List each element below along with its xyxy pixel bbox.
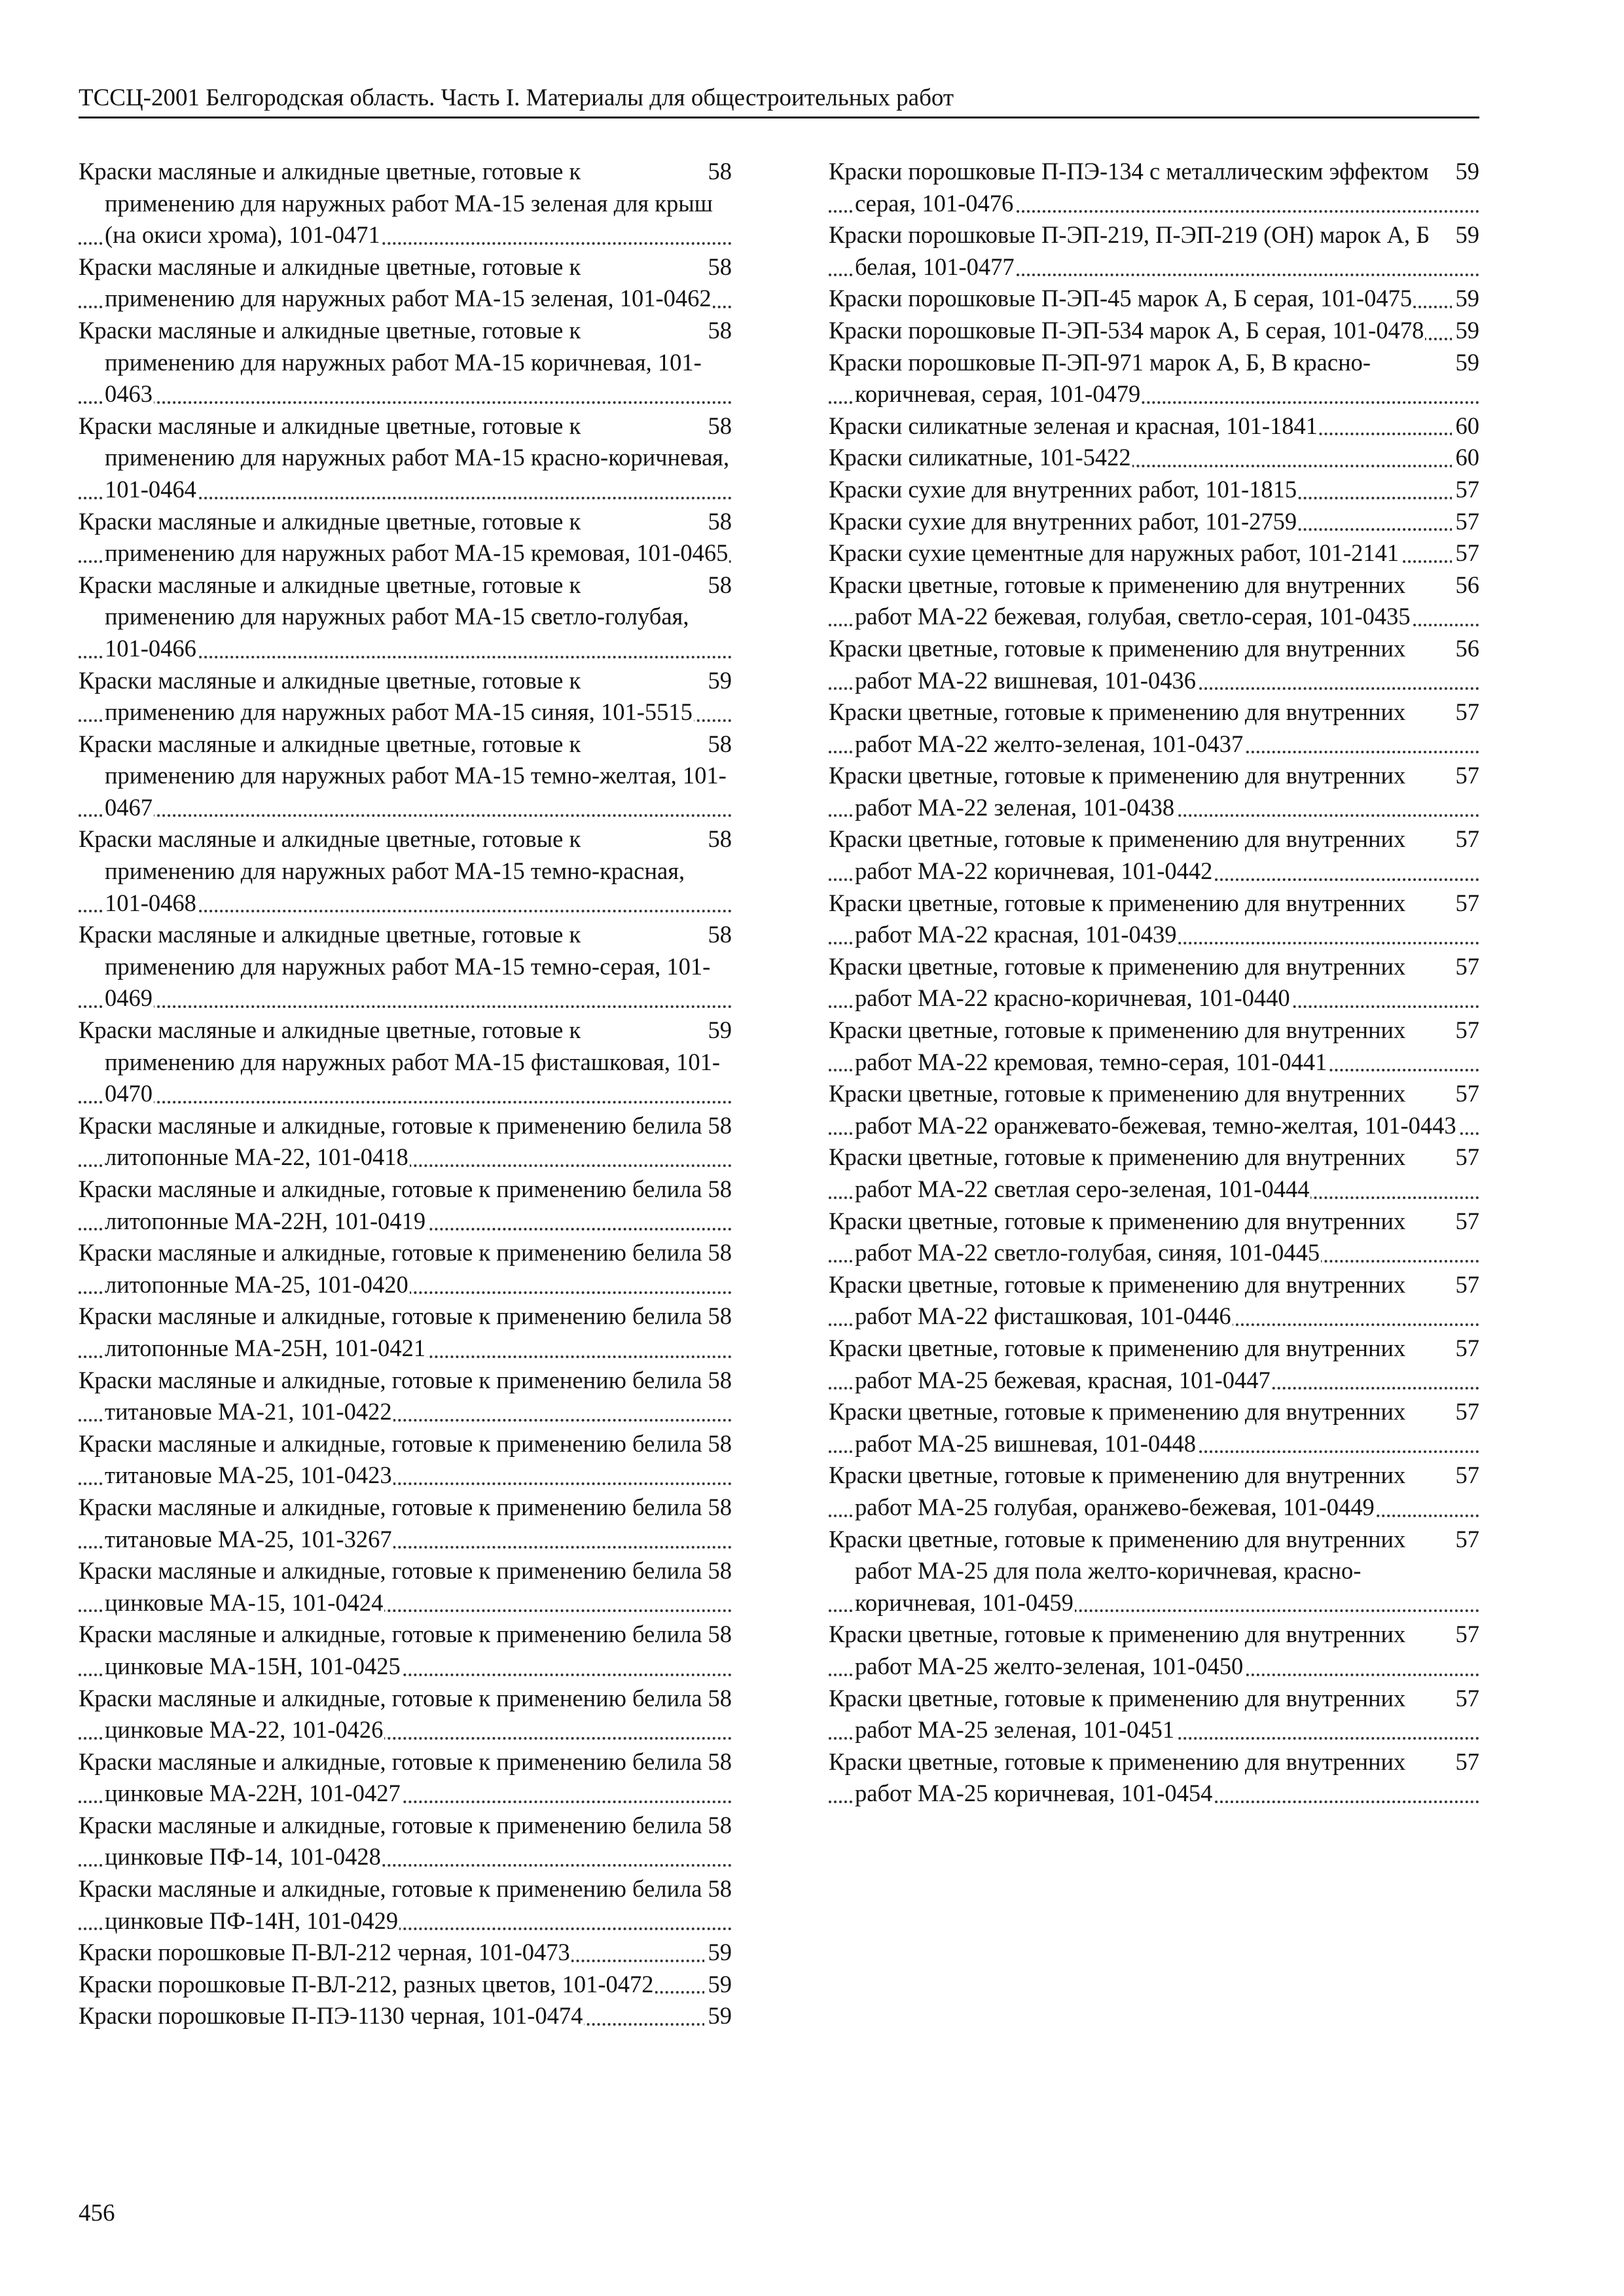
- entry-text: Краски цветные, готовые к применению для внутренних работ МА-22 светлая серо-зеленая, 101-0444: [829, 1143, 1406, 1202]
- entry-page-number: 58: [704, 728, 732, 761]
- index-entry: [829, 315, 1479, 347]
- index-entry: [829, 569, 1479, 633]
- entry-page-number: 56: [1452, 633, 1480, 665]
- entry-text: Краски масляные и алкидные, готовые к применению белила литопонные МА-25, 101-0420: [79, 1239, 702, 1298]
- entry-page-number: 57: [1452, 951, 1480, 983]
- entry-text: Краски цветные, готовые к применению для внутренних работ МА-22 оранжевато-бежевая, темно-желтая, 101-0443: [829, 1080, 1456, 1139]
- dot-leader: [79, 1005, 732, 1008]
- entry-page-number: 58: [704, 823, 732, 855]
- index-column-right: [829, 156, 1479, 1810]
- entry-text: Краски масляные и алкидные, готовые к применению белила литопонные МА-25Н, 101-0421: [79, 1302, 702, 1361]
- entry-text: Краски масляные и алкидные, готовые к применению белила титановые МА-25, 101-3267: [79, 1493, 702, 1552]
- entry-text: Краски масляные и алкидные, готовые к применению белила цинковые МА-15, 101-0424: [79, 1557, 702, 1616]
- entry-text: Краски цветные, готовые к применению для внутренних работ МА-25 бежевая, красная, 101-0447: [829, 1334, 1406, 1393]
- index-entry: [829, 1396, 1479, 1460]
- entry-text: Краски цветные, готовые к применению для внутренних работ МА-22 бежевая, голубая, светло-серая, 101-0435: [829, 571, 1411, 630]
- index-entry: [79, 1300, 732, 1364]
- entry-text: Краски порошковые П-ЭП-219, П-ЭП-219 (ОН) марок А, Б белая, 101-0477: [829, 221, 1430, 280]
- index-entry: [79, 1365, 732, 1428]
- index-entry: [79, 823, 732, 919]
- entry-text: Краски масляные и алкидные цветные, готовые к применению для наружных работ МА-15 темно-желтая, 101-0467: [79, 730, 727, 821]
- entry-page-number: 59: [1452, 219, 1480, 251]
- index-entry: [79, 728, 732, 824]
- index-entry: [829, 156, 1479, 219]
- entry-page-number: 59: [704, 1937, 732, 1969]
- entry-page-number: 58: [704, 1683, 732, 1715]
- index-entry: [829, 506, 1479, 538]
- entry-page-number: 58: [704, 1555, 732, 1587]
- entry-page-number: 58: [704, 1174, 732, 1206]
- entry-text: Краски цветные, готовые к применению для внутренних работ МА-22 красная, 101-0439: [829, 889, 1406, 948]
- entry-text: Краски цветные, готовые к применению для внутренних работ МА-22 зеленая, 101-0438: [829, 762, 1406, 821]
- entry-page-number: 60: [1452, 442, 1480, 474]
- entry-text: Краски масляные и алкидные, готовые к применению белила цинковые ПФ-14, 101-0428: [79, 1811, 702, 1871]
- index-entry: [79, 251, 732, 315]
- entry-text: Краски порошковые П-ВЛ-212 черная, 101-0473: [79, 1939, 570, 1966]
- index-entry: [79, 1937, 732, 1969]
- entry-text: Краски масляные и алкидные цветные, готовые к применению для наружных работ МА-15 светло-голубая, 101-0466: [79, 571, 689, 662]
- entry-page-number: 57: [1452, 760, 1480, 792]
- entry-page-number: 57: [1452, 1524, 1480, 1556]
- index-entry: [829, 823, 1479, 887]
- index-entry: [829, 474, 1479, 506]
- index-entry: [79, 1492, 732, 1555]
- entry-text: Краски сухие цементные для наружных работ, 101-2141: [829, 539, 1399, 567]
- entry-text: Краски масляные и алкидные, готовые к применению белила цинковые МА-15Н, 101-0425: [79, 1621, 702, 1679]
- index-entry: [79, 1555, 732, 1619]
- entry-text: Краски цветные, готовые к применению для внутренних работ МА-22 красно-коричневая, 101-0440: [829, 952, 1406, 1012]
- entry-page-number: 57: [1452, 1014, 1480, 1047]
- index-entry: [79, 1969, 732, 2001]
- entry-text: Краски масляные и алкидные цветные, готовые к применению для наружных работ МА-15 коричневая, 101-0463: [79, 316, 702, 408]
- entry-text: Краски масляные и алкидные цветные, готовые к применению для наружных работ МА-15 зеленая, 101-0462: [79, 253, 712, 312]
- entry-text: Краски масляные и алкидные, готовые к применению белила цинковые МА-22Н, 101-0427: [79, 1748, 702, 1807]
- index-entry: [829, 696, 1479, 760]
- entry-page-number: 57: [1452, 1206, 1480, 1238]
- entry-page-number: 57: [1452, 1078, 1480, 1110]
- dot-leader: [79, 814, 732, 817]
- entry-page-number: 58: [704, 1300, 732, 1333]
- entry-text: Краски порошковые П-ЭП-45 марок А, Б серая, 101-0475: [829, 285, 1413, 312]
- entry-text: Краски масляные и алкидные цветные, готовые к применению для наружных работ МА-15 зеленая для крыш (на окиси хрома), 101-0471: [79, 158, 713, 249]
- entry-page-number: 57: [1452, 1619, 1480, 1651]
- entry-text: Краски масляные и алкидные цветные, готовые к применению для наружных работ МА-15 фисташковая, 101-0470: [79, 1016, 720, 1107]
- entry-text: Краски масляные и алкидные, готовые к применению белила титановые МА-25, 101-0423: [79, 1429, 702, 1489]
- index-entry: [79, 1683, 732, 1746]
- entry-page-number: 57: [1452, 696, 1480, 728]
- index-entry: [829, 1269, 1479, 1333]
- index-entry: [79, 569, 732, 665]
- entry-page-number: 57: [1452, 537, 1480, 569]
- index-entry: [829, 1333, 1479, 1396]
- entry-text: Краски масляные и алкидные, готовые к применению белила цинковые МА-22, 101-0426: [79, 1684, 702, 1744]
- dot-leader: [79, 1101, 732, 1103]
- entry-page-number: 58: [704, 1810, 732, 1842]
- page-number: 456: [79, 2200, 115, 2227]
- index-entry: [79, 1014, 732, 1110]
- entry-page-number: 58: [704, 506, 732, 538]
- entry-page-number: 59: [704, 665, 732, 697]
- header-divider: [79, 117, 1479, 118]
- entry-page-number: 59: [1452, 283, 1480, 315]
- entry-page-number: 59: [1452, 315, 1480, 347]
- entry-page-number: 56: [1452, 569, 1480, 601]
- index-entry: [79, 156, 732, 251]
- entry-page-number: 58: [704, 919, 732, 951]
- entry-text: Краски сухие для внутренних работ, 101-1815: [829, 475, 1297, 503]
- dot-leader: [79, 401, 732, 404]
- entry-text: Краски цветные, готовые к применению для внутренних работ МА-22 коричневая, 101-0442: [829, 825, 1406, 885]
- index-entry: [829, 888, 1479, 951]
- entry-page-number: 57: [1452, 823, 1480, 855]
- entry-page-number: 58: [704, 569, 732, 601]
- index-entry: [79, 1619, 732, 1682]
- index-entry: [79, 315, 732, 410]
- entry-page-number: 58: [704, 1492, 732, 1524]
- entry-text: Краски порошковые П-ЭП-534 марок А, Б серая, 101-0478: [829, 316, 1424, 344]
- entry-text: Краски цветные, готовые к применению для внутренних работ МА-25 для пола желто-коричневая, красно-коричневая, 101-0459: [829, 1525, 1406, 1616]
- index-entry: [79, 1746, 732, 1810]
- entry-text: Краски порошковые П-ВЛ-212, разных цветов, 101-0472: [79, 1970, 654, 1998]
- entry-page-number: 60: [1452, 410, 1480, 442]
- index-entry: [79, 1428, 732, 1492]
- entry-page-number: 59: [704, 2000, 732, 2032]
- entry-text: Краски масляные и алкидные, готовые к применению белила цинковые ПФ-14Н, 101-0429: [79, 1875, 702, 1934]
- entry-text: Краски силикатные зеленая и красная, 101-1841: [829, 412, 1318, 439]
- index-entry: [829, 1206, 1479, 1269]
- index-entry: [79, 1873, 732, 1937]
- index-entry: [829, 1746, 1479, 1810]
- index-entry: [829, 633, 1479, 696]
- entry-text: Краски масляные и алкидные цветные, готовые к применению для наружных работ МА-15 кремовая, 101-0465: [79, 507, 729, 567]
- entry-text: Краски масляные и алкидные, готовые к применению белила литопонные МА-22Н, 101-0419: [79, 1175, 702, 1234]
- entry-page-number: 58: [704, 251, 732, 283]
- entry-text: Краски цветные, готовые к применению для внутренних работ МА-25 голубая, оранжево-бежевая, 101-0449: [829, 1462, 1406, 1520]
- index-entry: [829, 1014, 1479, 1078]
- entry-text: Краски масляные и алкидные, готовые к применению белила литопонные МА-22, 101-0418: [79, 1111, 702, 1171]
- index-entry: [829, 410, 1479, 442]
- entry-page-number: 59: [1452, 156, 1480, 188]
- entry-page-number: 57: [1452, 1269, 1480, 1301]
- entry-text: Краски масляные и алкидные, готовые к применению белила титановые МА-21, 101-0422: [79, 1366, 702, 1426]
- entry-text: Краски порошковые П-ПЭ-134 с металлическим эффектом серая, 101-0476: [829, 158, 1429, 217]
- entry-text: Краски цветные, готовые к применению для внутренних работ МА-22 кремовая, темно-серая, 101-0441: [829, 1016, 1406, 1075]
- entry-page-number: 57: [1452, 1746, 1480, 1778]
- index-entry: [829, 1619, 1479, 1682]
- entry-page-number: 59: [1452, 347, 1480, 379]
- index-entry: [829, 951, 1479, 1014]
- index-entry: [79, 665, 732, 728]
- index-entry: [829, 537, 1479, 569]
- entry-page-number: 57: [1452, 1683, 1480, 1715]
- index-entry: [79, 1810, 732, 1873]
- entry-text: Краски цветные, готовые к применению для внутренних работ МА-25 желто-зеленая, 101-0450: [829, 1621, 1406, 1679]
- entry-page-number: 58: [704, 1873, 732, 1905]
- index-entry: [829, 1141, 1479, 1205]
- entry-text: Краски цветные, готовые к применению для внутренних работ МА-25 коричневая, 101-0454: [829, 1748, 1406, 1807]
- index-column-left: [79, 156, 732, 2032]
- index-entry: [79, 1237, 732, 1300]
- entry-page-number: 57: [1452, 1396, 1480, 1428]
- entry-page-number: 57: [1452, 1460, 1480, 1492]
- index-entry: [829, 1524, 1479, 1619]
- entry-page-number: 58: [704, 410, 732, 442]
- entry-page-number: 59: [704, 1014, 732, 1047]
- entry-page-number: 58: [704, 1110, 732, 1142]
- index-entry: [829, 347, 1479, 410]
- index-entry: [829, 219, 1479, 283]
- index-entry: [829, 283, 1479, 315]
- entry-text: Краски силикатные, 101-5422: [829, 444, 1131, 471]
- index-entry: [79, 1174, 732, 1237]
- entry-text: Краски порошковые П-ЭП-971 марок А, Б, В красно-коричневая, серая, 101-0479: [829, 348, 1371, 408]
- entry-text: Краски сухие для внутренних работ, 101-2759: [829, 507, 1297, 535]
- index-entry: [79, 2000, 732, 2032]
- entry-text: Краски масляные и алкидные цветные, готовые к применению для наружных работ МА-15 синяя, 101-5515: [79, 666, 693, 726]
- index-entry: [829, 442, 1479, 474]
- index-entry: [829, 1683, 1479, 1746]
- entry-text: Краски цветные, готовые к применению для внутренних работ МА-22 фисташковая, 101-0446: [829, 1270, 1406, 1330]
- entry-page-number: 57: [1452, 506, 1480, 538]
- page-header-title: ТССЦ-2001 Белгородская область. Часть I. Материалы для общестроительных работ: [79, 84, 954, 111]
- index-entry: [79, 410, 732, 506]
- entry-page-number: 57: [1452, 888, 1480, 920]
- entry-page-number: 57: [1452, 1141, 1480, 1174]
- entry-text: Краски масляные и алкидные цветные, готовые к применению для наружных работ МА-15 темно-красная, 101-0468: [79, 825, 685, 916]
- entry-text: Краски цветные, готовые к применению для внутренних работ МА-22 светло-голубая, синяя, 101-0445: [829, 1207, 1406, 1266]
- entry-page-number: 58: [704, 315, 732, 347]
- entry-page-number: 58: [704, 156, 732, 188]
- entry-text: Краски порошковые П-ПЭ-1130 черная, 101-0474: [79, 2002, 583, 2030]
- index-entry: [79, 919, 732, 1014]
- entry-page-number: 57: [1452, 474, 1480, 506]
- entry-page-number: 57: [1452, 1333, 1480, 1365]
- entry-text: Краски цветные, готовые к применению для внутренних работ МА-22 желто-зеленая, 101-0437: [829, 698, 1406, 757]
- entry-text: Краски цветные, готовые к применению для внутренних работ МА-25 вишневая, 101-0448: [829, 1398, 1406, 1457]
- index-entry: [829, 760, 1479, 823]
- entry-text: Краски масляные и алкидные цветные, готовые к применению для наружных работ МА-15 красно-коричневая, 101-0464: [79, 412, 730, 503]
- entry-text: Краски цветные, готовые к применению для внутренних работ МА-25 зеленая, 101-0451: [829, 1684, 1406, 1744]
- index-entry: [79, 506, 732, 569]
- entry-page-number: 58: [704, 1428, 732, 1460]
- index-entry: [79, 1110, 732, 1174]
- index-entry: [829, 1460, 1479, 1523]
- entry-page-number: 58: [704, 1746, 732, 1778]
- entry-page-number: 58: [704, 1237, 732, 1269]
- entry-text: Краски цветные, готовые к применению для внутренних работ МА-22 вишневая, 101-0436: [829, 634, 1406, 694]
- index-entry: [829, 1078, 1479, 1141]
- entry-page-number: 58: [704, 1365, 732, 1397]
- entry-page-number: 58: [704, 1619, 732, 1651]
- entry-page-number: 59: [704, 1969, 732, 2001]
- entry-text: Краски масляные и алкидные цветные, готовые к применению для наружных работ МА-15 темно-серая, 101-0469: [79, 921, 711, 1012]
